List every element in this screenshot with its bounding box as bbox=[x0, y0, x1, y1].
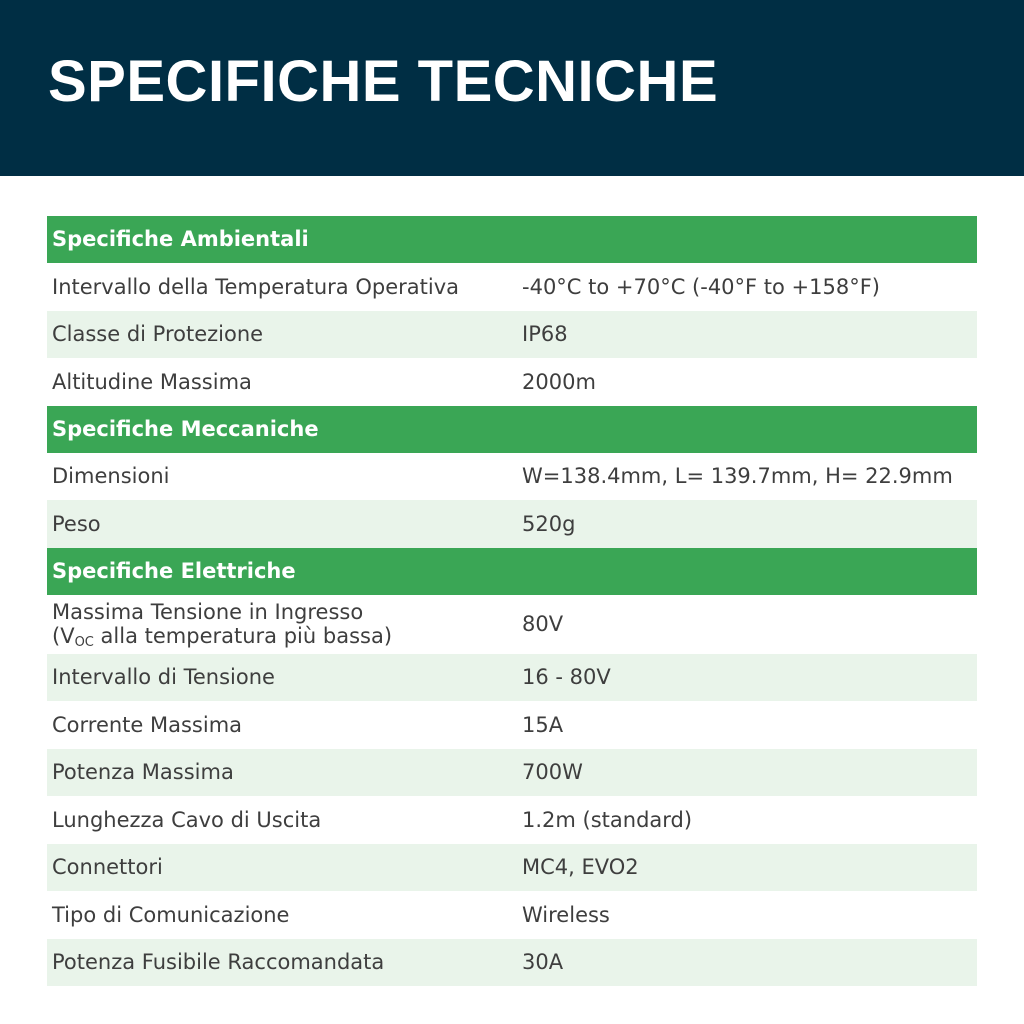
table-row bbox=[47, 939, 977, 987]
spec-table bbox=[47, 216, 977, 986]
row-value: 520g bbox=[522, 511, 576, 536]
section-heading-elettriche: Specifiche Elettriche bbox=[47, 548, 977, 595]
section-heading-meccaniche: Specifiche Meccaniche bbox=[47, 406, 977, 453]
row-label: Dimensioni bbox=[52, 464, 170, 489]
voc-subscript: OC bbox=[74, 635, 94, 650]
row-value: 700W bbox=[522, 760, 583, 785]
row-label: Peso bbox=[52, 511, 101, 536]
table-row bbox=[47, 595, 977, 654]
row-label: Tipo di Comunicazione bbox=[52, 902, 290, 927]
row-label-line1: Massima Tensione in Ingresso bbox=[52, 600, 364, 624]
table-row bbox=[47, 796, 977, 844]
table-row bbox=[47, 358, 977, 406]
row-label: Potenza Fusibile Raccomandata bbox=[52, 950, 385, 975]
row-label: Connettori bbox=[52, 855, 163, 880]
row-value: MC4, EVO2 bbox=[522, 855, 639, 880]
table-row bbox=[47, 844, 977, 892]
table-row bbox=[47, 701, 977, 749]
row-value: 1.2m (standard) bbox=[522, 807, 693, 832]
row-label: Classe di Protezione bbox=[52, 322, 264, 347]
row-label-line2-prefix: (V bbox=[52, 624, 75, 648]
row-value: -40°C to +70°C (-40°F to +158°F) bbox=[522, 274, 881, 299]
table-row bbox=[47, 749, 977, 797]
row-label: Altitudine Massima bbox=[52, 369, 252, 394]
section-heading-ambientali: Specifiche Ambientali bbox=[47, 216, 977, 263]
row-value: 80V bbox=[522, 612, 564, 636]
row-value: W=138.4mm, L= 139.7mm, H= 22.9mm bbox=[522, 464, 953, 489]
row-value: 15A bbox=[522, 712, 564, 737]
row-value: IP68 bbox=[522, 322, 568, 347]
table-row bbox=[47, 263, 977, 311]
row-value: 30A bbox=[522, 950, 564, 975]
row-label bbox=[47, 600, 517, 648]
row-label: Corrente Massima bbox=[52, 712, 243, 737]
row-label: Intervallo di Tensione bbox=[52, 665, 275, 690]
row-label: Potenza Massima bbox=[52, 760, 234, 785]
table-row bbox=[47, 654, 977, 702]
table-row bbox=[47, 453, 977, 501]
row-value: 16 - 80V bbox=[522, 665, 611, 690]
row-value: Wireless bbox=[522, 902, 610, 927]
row-label: Intervallo della Temperatura Operativa bbox=[52, 274, 459, 299]
table-row bbox=[47, 891, 977, 939]
row-value: 2000m bbox=[522, 369, 596, 394]
table-row bbox=[47, 311, 977, 359]
title-banner bbox=[0, 0, 1024, 176]
row-label-line2-suffix: alla temperatura più bassa) bbox=[93, 624, 393, 648]
table-row bbox=[47, 500, 977, 548]
page-title: SPECIFICHE TECNICHE bbox=[48, 49, 719, 114]
row-label: Lunghezza Cavo di Uscita bbox=[52, 807, 322, 832]
